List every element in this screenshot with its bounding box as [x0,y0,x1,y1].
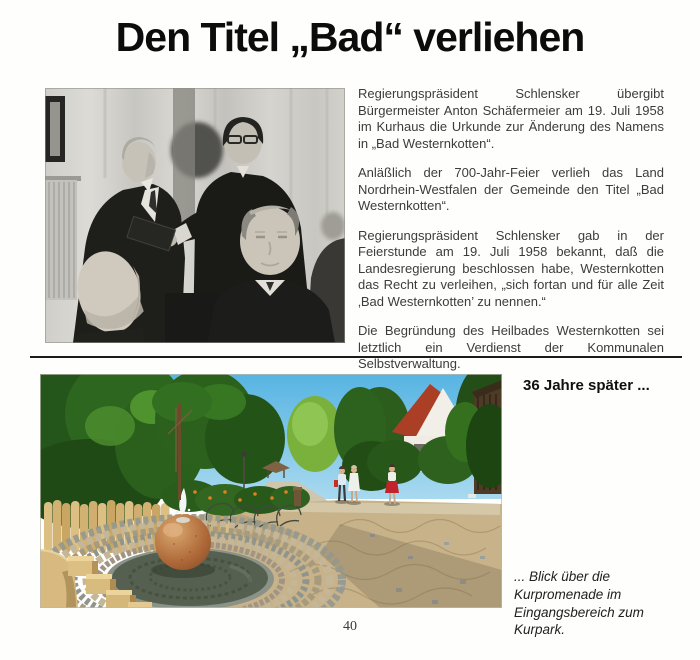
article-text [358,86,664,386]
page-title: Den Titel „Bad“ verliehen [115,14,585,60]
ceremony-photo-illustration [45,88,345,343]
photo-heading: 36 Jahre später ... [523,377,650,394]
paragraph-2: Anläßlich der 700-Jahr-Feier verlieh das Land Nordrhein-Westfalen der Gemeinde den Titel „Bad Westernkotten“. [358,165,664,213]
page-number: 40 [343,619,357,634]
section-divider [30,356,682,358]
ceremony-photo [45,88,345,343]
photo-caption: ... Blick über die Kurpromenade im Eingangsbereich zum Kurpark. [514,569,644,638]
kurpark-photo-illustration [40,374,502,608]
paragraph-3: Regierungspräsident Schlensker gab in der Feierstunde am 19. Juli 1958 bekannt, daß die Landesregierung beschlossen habe, Westernkotten das Recht zu verleihen, „sich fortan und für alle Zeit ‚Bad Westernkotten’ zu nennen.“ [358,227,664,309]
kurpark-photo [40,374,502,608]
paragraph-1: Regierungspräsident Schlensker übergibt Bürgermeister Anton Schäfermeier am 19. Juli 1958 im Kurhaus die Urkunde zur Änderung des Namens in „Bad Westernkotten“. [358,86,664,151]
paragraph-4: Die Begründung des Heilbades Westernkotten sei letztlich ein Verdienst der Kommunalen Selbstverwaltung. [358,323,664,371]
